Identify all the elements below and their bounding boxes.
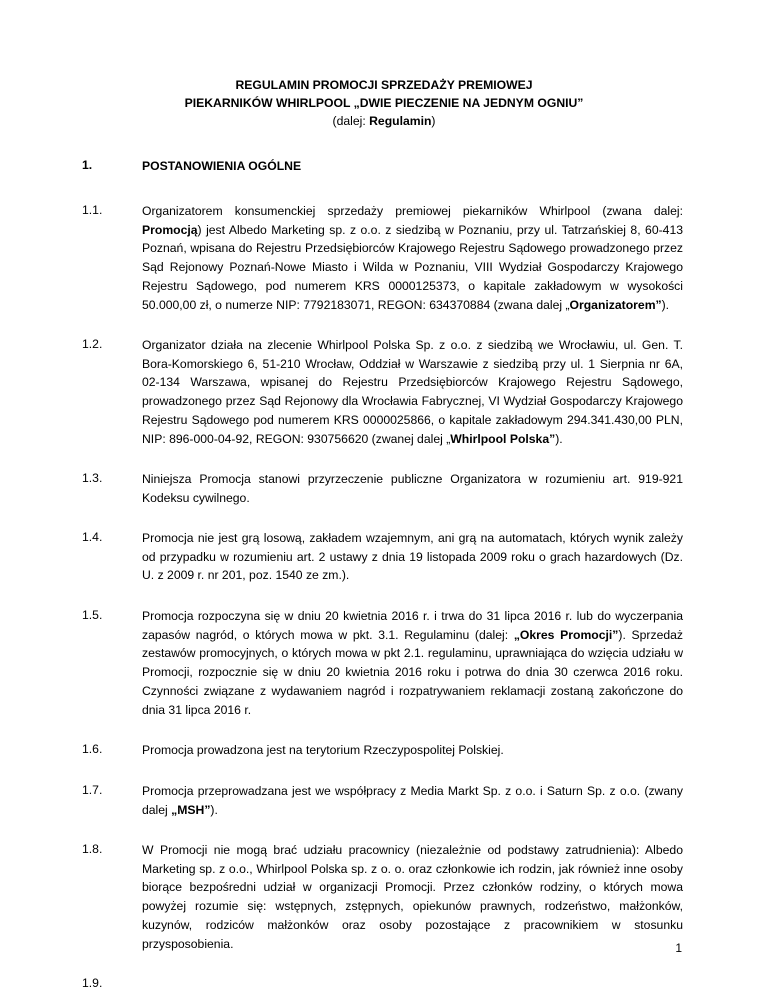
paragraph-text-part: ). — [555, 431, 563, 446]
paragraph-bold-term: „Okres Promocji” — [513, 627, 619, 642]
paragraph-text-part: Organizator działa na zlecenie Whirlpool Polska Sp. z o.o. z siedzibą we Wrocławiu, ul. Gen. T. Bora-Komorskiego 6, 51-210 Wrocław, Oddział w Warszawie z siedzibą przy ul. 1 Sierpnia nr 6A, 02-134 Warszawa, wpisanej do Rejestru Przedsiębiorców Krajowego Rejestru Sądowego, prowadzonego przez Sąd Rejonowy dla Wrocławia Fabrycznej, VI Wydział Gospodarczy Krajowego Rejestru Sądowego pod numerem KRS 0000025866, o kapitale zakładowym 294.341.430,00 PLN, NIP: 896-000-04-92, REGON: 930756620 (zwanej dalej „ — [142, 338, 683, 446]
document-subtitle — [0, 112, 768, 130]
paragraph-text — [142, 336, 683, 448]
paragraph-number: 1.4. — [82, 530, 103, 544]
document-title-line-1: REGULAMIN PROMOCJI SPRZEDAŻY PREMIOWEJ — [235, 78, 533, 92]
paragraph-text-part: ) jest Albedo Marketing sp. z o.o. z siedzibą w Poznaniu, przy ul. Tatrzańskiej 8, 60-413 Poznań, wpisana do Rejestru Przedsiębiorców Krajowego Rejestru Sądowego prowadzonego przez Sąd Rejonowy Poznań-Nowe Miasto i Wilda w Poznaniu, VIII Wydział Gospodarczy Krajowego Rejestru Sądowego, pod numerem KRS 0000125373, o kapitale zakładowym w wysokości 50.000,00 zł, o numerze NIP: 7792183071, REGON: 634370884 (zwana dalej „ — [142, 222, 683, 312]
paragraph-text — [142, 202, 683, 314]
paragraph-text-part: ). — [661, 297, 670, 312]
paragraph-number: 1.8. — [82, 842, 103, 856]
section-heading: POSTANOWIENIA OGÓLNE — [142, 159, 302, 173]
paragraph-bold-term: Promocją — [142, 222, 198, 237]
paragraph-number: 1.2. — [82, 337, 103, 351]
paragraph-number: 1.5. — [82, 608, 103, 622]
paragraph-number: 1.7. — [82, 783, 103, 797]
subtitle-prefix: (dalej: — [332, 114, 370, 128]
paragraph-bold-term: Organizatorem” — [569, 297, 662, 312]
paragraph-text: W Promocji nie mogą brać udziału pracownicy (niezależnie od podstawy zatrudnienia): Albedo Marketing sp. z o.o., Whirlpool Polska sp. z o. o. oraz członkowie ich rodzin, jak również inne osoby biorące bezpośredni udział w organizacji Promocji. Przez członków rodziny, o których mowa powyżej rozumie się: wstępnych, zstępnych, opiekunów prawnych, rodzeństwo, małżonków, kuzynów, rodziców małżonków oraz osoby pozostające z pracownikiem w stosunku przysposobienia. — [142, 843, 683, 951]
document-title-block — [0, 76, 768, 130]
page-number: 1 — [675, 941, 682, 955]
subtitle-bold: Regulamin — [369, 114, 432, 128]
section-number: 1. — [82, 158, 93, 172]
paragraph-number: 1.1. — [82, 203, 103, 217]
paragraph-text-part: Promocja przeprowadzana jest we współpracy z Media Markt Sp. z o.o. i Saturn Sp. z o.o. (zwany dalej — [142, 784, 683, 817]
paragraph-bold-term: Whirlpool Polska” — [450, 431, 556, 446]
paragraph-text-part: Promocja rozpoczyna się w dniu 20 kwietnia 2016 r. i trwa do 31 lipca 2016 r. lub do wyczerpania zapasów nagród, o których mowa w pkt. 3.1. Regulaminu (dalej: — [142, 609, 683, 642]
paragraph-number: 1.9. — [82, 976, 103, 990]
paragraph-text: Promocja nie jest grą losową, zakładem wzajemnym, ani grą na automatach, których wynik zależy od przypadku w rozumieniu art. 2 ustawy z dnia 19 listopada 2009 roku o grach hazardowych (Dz. U. z 2009 r. nr 201, poz. 1540 ze zm.). — [142, 531, 683, 583]
subtitle-suffix: ) — [431, 114, 436, 128]
paragraph-text — [142, 607, 683, 719]
paragraph-text-part: ). — [210, 802, 218, 817]
paragraph-text — [142, 782, 683, 819]
paragraph-number: 1.6. — [82, 742, 103, 756]
paragraph-number: 1.3. — [82, 471, 103, 485]
paragraph-text: Promocja prowadzona jest na terytorium Rzeczypospolitej Polskiej. — [142, 743, 504, 757]
paragraph-text-part: ). Sprzedaż zestawów promocyjnych, o których mowa w pkt 2.1. regulaminu, uprawniająca do wzięcia udziału w Promocji, rozpocznie się w dniu 20 kwietnia 2016 roku i potrwa do dnia 30 czerwca 2016 roku. Czynności związane z wydawaniem nagród i rozpatrywaniem reklamacji zostaną zakończone do dnia 31 lipca 2016 r. — [142, 627, 684, 717]
paragraph-bold-term: „MSH” — [171, 802, 211, 817]
paragraph-text-part: Organizatorem konsumenckiej sprzedaży premiowej piekarników Whirlpool (zwana dalej: — [142, 204, 683, 218]
paragraph-text: Niniejsza Promocja stanowi przyrzeczenie publiczne Organizatora w rozumieniu art. 919-921 Kodeksu cywilnego. — [142, 472, 683, 505]
document-title-line-2: PIEKARNIKÓW WHIRLPOOL „DWIE PIECZENIE NA JEDNYM OGNIU” — [184, 96, 584, 110]
